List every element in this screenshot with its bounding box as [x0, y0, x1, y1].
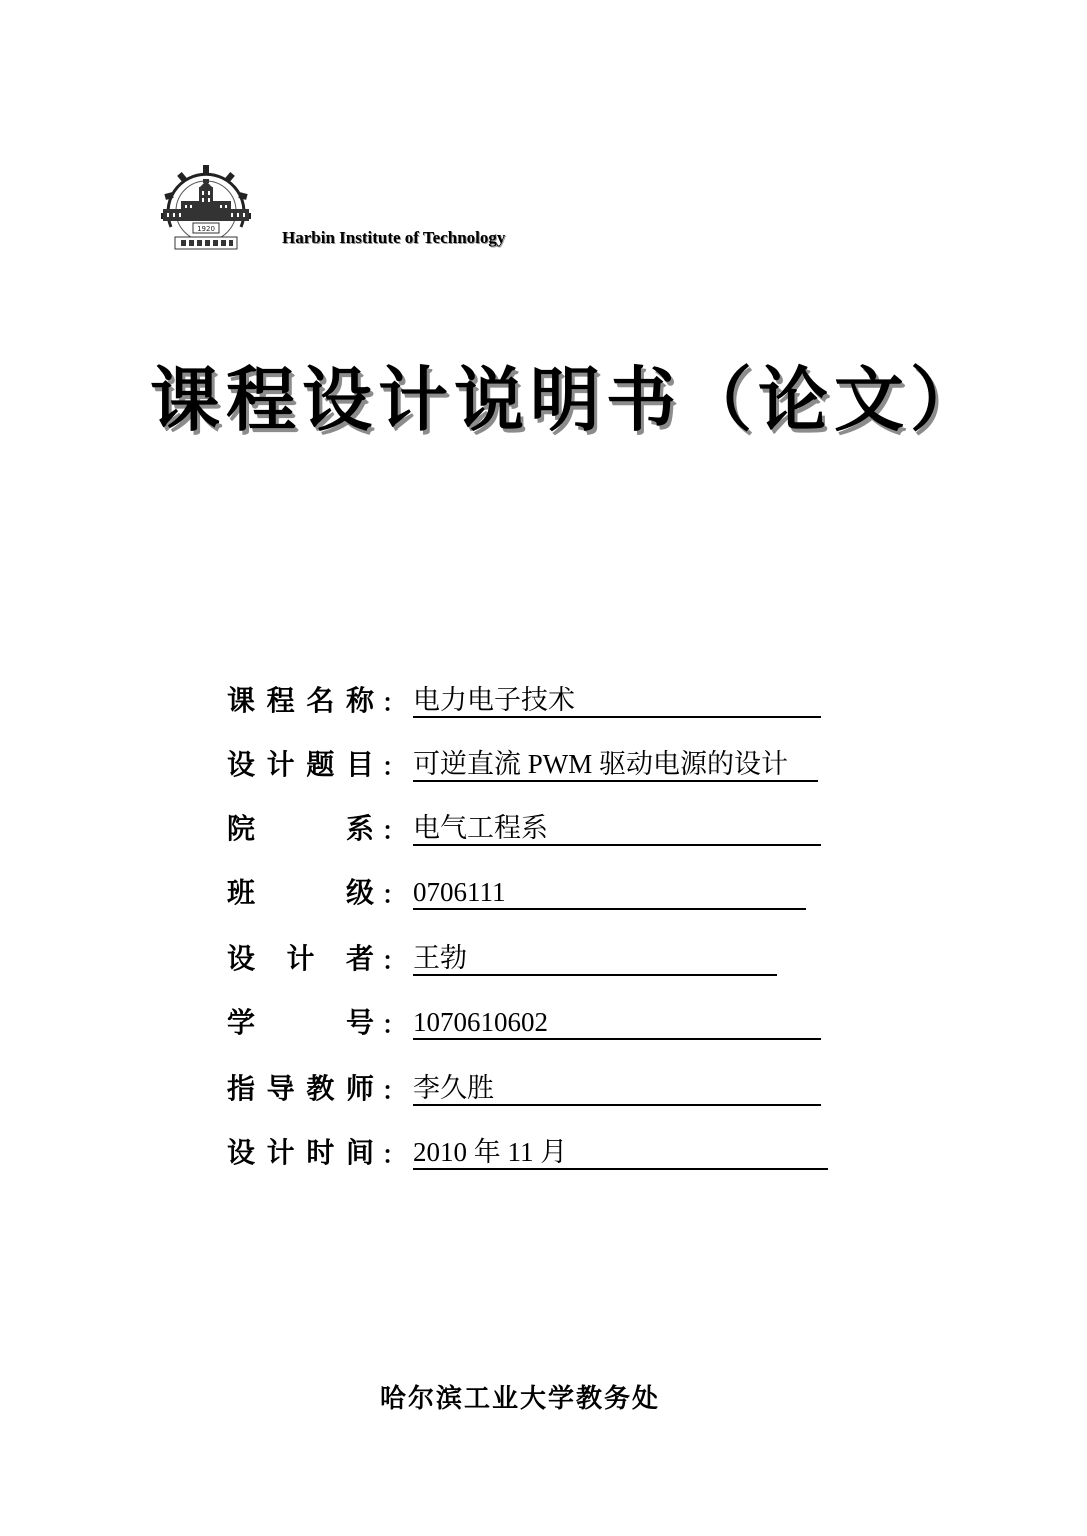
field-label-char: 目 — [345, 748, 375, 781]
field-colon: ： — [382, 1141, 406, 1169]
field-label-char: 设 — [227, 1136, 257, 1169]
field-label-char: 班 — [227, 876, 257, 909]
field-label-char: 级 — [345, 876, 375, 909]
field-advisor — [227, 1066, 821, 1106]
field-colon: ： — [382, 1077, 406, 1105]
field-label-char: 计 — [286, 942, 316, 975]
field-colon: ： — [382, 753, 406, 781]
field-label-char: 院 — [227, 812, 257, 845]
field-colon: ： — [382, 689, 406, 717]
field-label — [227, 748, 375, 782]
field-colon: ： — [382, 1011, 406, 1039]
field-colon: ： — [382, 947, 406, 975]
field-value: 电力电子技术 — [413, 684, 821, 718]
field-label-char: 名 — [306, 684, 336, 717]
field-label-char: 导 — [266, 1072, 296, 1105]
field-label-char: 学 — [227, 1006, 257, 1039]
field-value: 电气工程系 — [413, 812, 821, 846]
field-class — [227, 870, 806, 910]
footer-office: 哈尔滨工业大学教务处 — [380, 1384, 661, 1414]
university-logo — [157, 165, 255, 253]
field-label — [227, 876, 375, 910]
field-colon: ： — [382, 817, 406, 845]
field-student-id — [227, 1000, 821, 1040]
field-label-char: 课 — [227, 684, 257, 717]
field-value: 1070610602 — [413, 1006, 821, 1040]
field-label — [227, 1006, 375, 1040]
field-value: 李久胜 — [413, 1072, 821, 1106]
institution-name: Harbin Institute of Technology — [282, 228, 506, 247]
field-label-char: 师 — [345, 1072, 375, 1105]
field-label-char: 计 — [266, 1136, 296, 1169]
field-label-char: 指 — [227, 1072, 257, 1105]
field-label-char: 题 — [306, 748, 336, 781]
field-course-name — [227, 678, 821, 718]
field-label-char: 计 — [266, 748, 296, 781]
field-designer — [227, 936, 777, 976]
field-label — [227, 1136, 375, 1170]
field-label — [227, 812, 375, 846]
field-colon: ： — [382, 881, 406, 909]
field-label-char: 系 — [345, 812, 375, 845]
field-label-char: 程 — [266, 684, 296, 717]
field-value: 王勃 — [413, 942, 777, 976]
field-label-char: 称 — [345, 684, 375, 717]
field-value: 可逆直流 PWM 驱动电源的设计 — [413, 748, 818, 782]
field-department — [227, 806, 821, 846]
field-label — [227, 942, 375, 976]
field-label-char: 教 — [306, 1072, 336, 1105]
field-label — [227, 684, 375, 718]
field-label-char: 设 — [227, 942, 257, 975]
field-label-char: 号 — [345, 1006, 375, 1039]
field-label-char: 设 — [227, 748, 257, 781]
field-design-topic — [227, 742, 818, 782]
field-label-char: 间 — [345, 1136, 375, 1169]
logo-year: 1920 — [197, 225, 215, 233]
field-value: 2010 年 11 月 — [413, 1136, 828, 1170]
field-value: 0706111 — [413, 876, 806, 910]
document-title: 课程设计说明书（论文） — [150, 359, 986, 441]
field-label-char: 者 — [345, 942, 375, 975]
field-design-time — [227, 1130, 828, 1170]
field-label — [227, 1072, 375, 1106]
field-label-char: 时 — [306, 1136, 336, 1169]
